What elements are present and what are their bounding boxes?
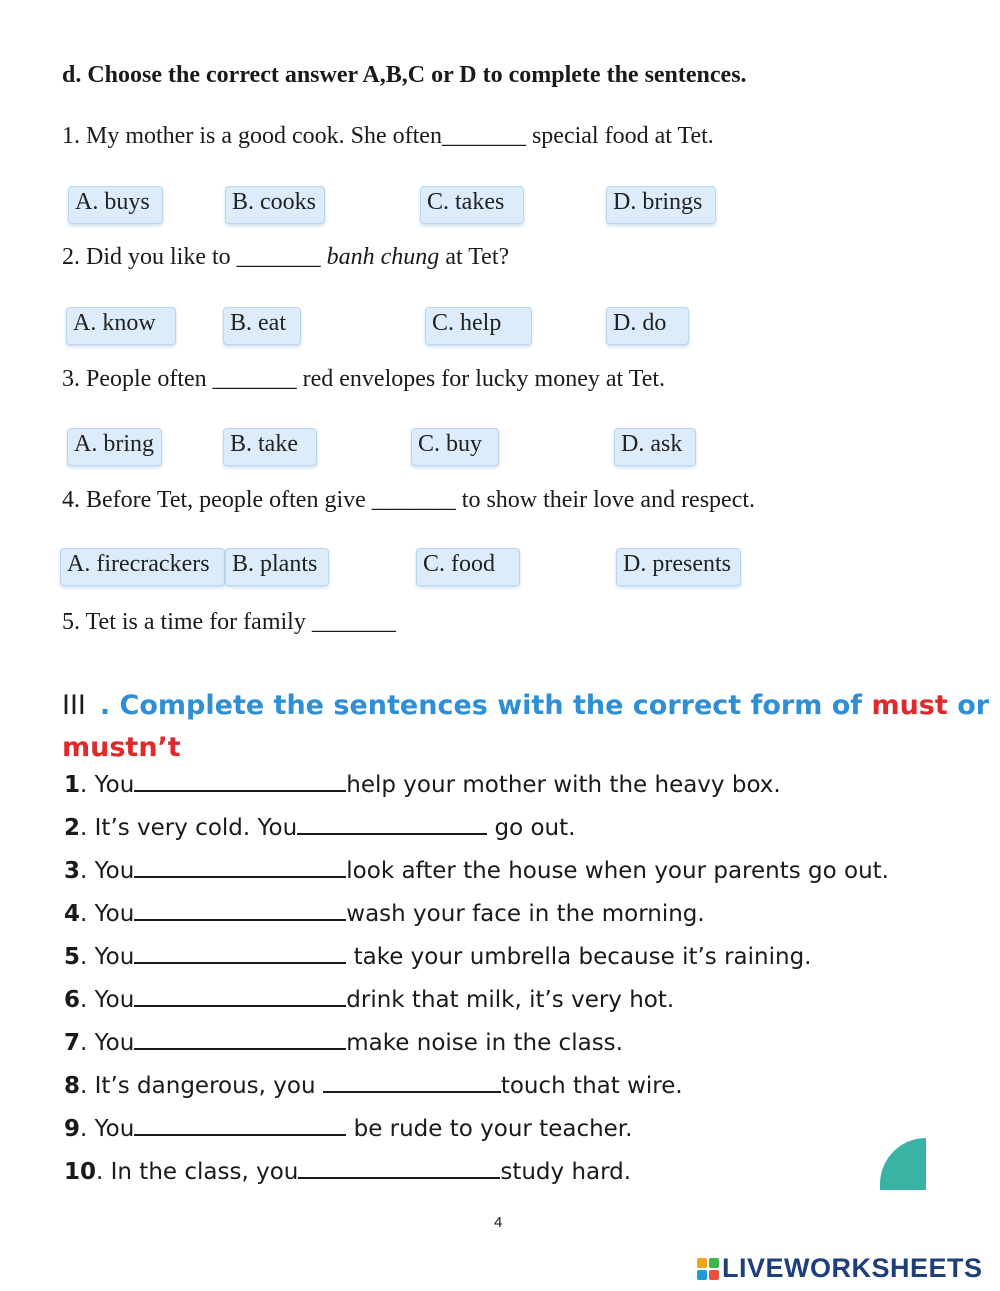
must-sentence-9: 9. You be rude to your teacher. [64, 1116, 633, 1142]
answer-blank-5[interactable] [134, 942, 346, 964]
answer-blank-4[interactable] [134, 899, 346, 921]
q4-option-b[interactable]: B. plants [225, 548, 329, 586]
q2-option-d[interactable]: D. do [606, 307, 689, 345]
liveworksheets-logo-icon [697, 1258, 719, 1280]
section-d-heading: d. Choose the correct answer A,B,C or D to complete the sentences. [62, 62, 747, 88]
q1-option-d[interactable]: D. brings [606, 186, 716, 224]
q4-option-c[interactable]: C. food [416, 548, 520, 586]
answer-blank-2[interactable] [297, 813, 487, 835]
q1-option-b[interactable]: B. cooks [225, 186, 325, 224]
q3-option-d[interactable]: D. ask [614, 428, 696, 466]
question-1-text: 1. My mother is a good cook. She often_______ special food at Tet. [62, 123, 714, 149]
q3-option-c[interactable]: C. buy [411, 428, 499, 466]
question-5-text: 5. Tet is a time for family _______ [62, 609, 396, 635]
must-sentence-3: 3. You look after the house when your parents go out. [64, 858, 889, 884]
answer-blank-1[interactable] [134, 770, 346, 792]
q2-option-b[interactable]: B. eat [223, 307, 301, 345]
answer-blank-7[interactable] [134, 1028, 346, 1050]
question-4-text: 4. Before Tet, people often give _______ to show their love and respect. [62, 487, 756, 513]
page-number: 4 [494, 1214, 503, 1231]
q3-option-b[interactable]: B. take [223, 428, 317, 466]
must-sentence-2: 2. It’s very cold. You go out. [64, 815, 576, 841]
must-sentence-5: 5. You take your umbrella because it’s raining. [64, 944, 812, 970]
answer-blank-10[interactable] [298, 1157, 500, 1179]
section-3-title: III . Complete the sentences with the correct form of must or [62, 690, 990, 721]
brand-name[interactable]: LIVEWORKSHEETS [722, 1253, 983, 1283]
decorative-corner-image [880, 1138, 926, 1190]
q4-option-a[interactable]: A. firecrackers [60, 548, 225, 586]
q1-option-c[interactable]: C. takes [420, 186, 524, 224]
section-3-title-line2: mustn’t [62, 732, 181, 763]
q3-option-a[interactable]: A. bring [67, 428, 162, 466]
must-sentence-10: 10. In the class, you study hard. [64, 1159, 632, 1185]
answer-blank-8[interactable] [323, 1071, 501, 1093]
must-sentence-7: 7. You make noise in the class. [64, 1030, 623, 1056]
must-sentence-6: 6. You drink that milk, it’s very hot. [64, 987, 675, 1013]
question-2-text: 2. Did you like to _______ banh chung at Tet? [62, 244, 510, 270]
q1-option-a[interactable]: A. buys [68, 186, 163, 224]
q2-option-a[interactable]: A. know [66, 307, 176, 345]
must-sentence-8: 8. It’s dangerous, you touch that wire. [64, 1073, 683, 1099]
q2-option-c[interactable]: C. help [425, 307, 532, 345]
answer-blank-6[interactable] [134, 985, 346, 1007]
answer-blank-9[interactable] [134, 1114, 346, 1136]
q4-option-d[interactable]: D. presents [616, 548, 741, 586]
question-3-text: 3. People often _______ red envelopes for lucky money at Tet. [62, 366, 666, 392]
answer-blank-3[interactable] [134, 856, 346, 878]
must-sentence-4: 4. You wash your face in the morning. [64, 901, 705, 927]
must-sentence-1: 1. You help your mother with the heavy box. [64, 772, 781, 798]
